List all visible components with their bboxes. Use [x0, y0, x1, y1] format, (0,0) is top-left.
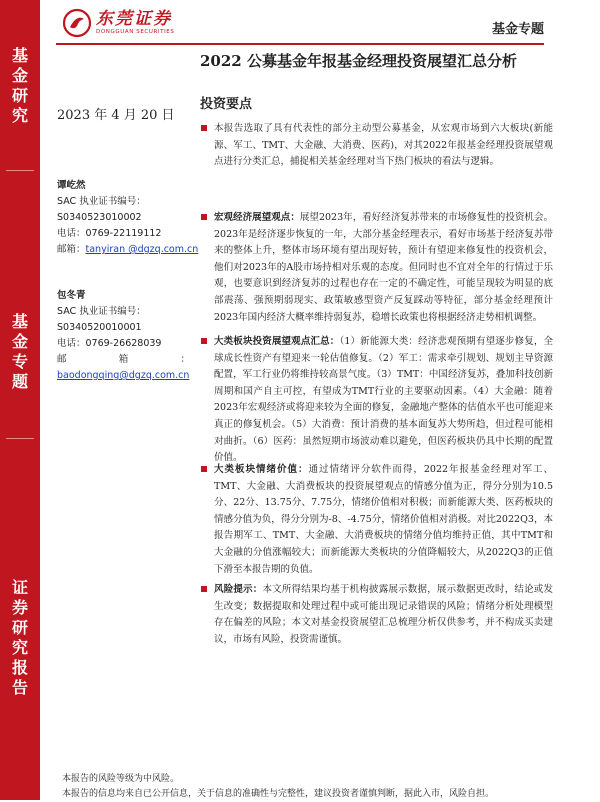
logo-text-cn: 东莞证券 — [96, 9, 172, 29]
risk-warning-paragraph: 风险提示：本文所得结果均基于机构披露展示数据，展示数据更改时，结论或发生改变；数据提取和处理过程中或可能出现记录错误的风险；情绪分析处理模型存在偏差的风险；本文对基金投资展望汇总梳理分析仅供参考，并不构成买卖建议，市场有风险，投资需谨慎。 — [214, 582, 553, 648]
report-date: 2023 年 4 月 20 日 — [57, 108, 175, 123]
bullet-marker — [201, 586, 207, 592]
bullet-marker — [201, 214, 207, 220]
analyst-email-label: 邮箱： — [57, 244, 86, 255]
email-label-char: 邮 — [57, 354, 67, 365]
bullet-marker — [201, 125, 207, 131]
analyst-card — [57, 178, 198, 258]
email-label-char: ： — [180, 354, 190, 365]
side-label-fund-research: 基 金 研 究 — [11, 46, 28, 125]
analyst-email-link[interactable]: baodongqing@dgzq.com.cn — [57, 370, 190, 381]
analyst-phone: 电话：0769-22119112 — [57, 228, 162, 239]
side-label-fund-topic: 基 金 专 题 — [11, 312, 28, 391]
analyst-sac-number: S0340523010002 — [57, 212, 142, 223]
sector-outlook-paragraph: 大类板块投资展望观点汇总：（1）新能源大类：经济悲观预期有望逐步修复，全球成长性资产有望迎来一轮估值修复。（2）军工：需求牵引规划、规划主导资源配置，军工行业仍将维持较高景气度。（3）TMT：中国经济复苏，叠加科技创新周期和国产自主可控，有望成为TMT行业的主要驱动因素。（4）大金融：随着2023年宏观经济或将迎来较为全面的修复，金融地产整体的估值水平也可能迎来真正的修复机会。（5）大消费：预计消费的基本面复苏大势所趋，但过程可能相对曲折。（6）医药：虽然短期市场波动难以避免，但医药板块仍具中长期的配置价值。 — [214, 334, 553, 467]
source-note: 本报告的信息均来自已公开信息，关于信息的准确性与完整性，建议投资者谨慎判断，据此入市，风险自担。 — [62, 789, 495, 799]
footer-disclaimer — [62, 772, 494, 802]
analyst-email-link[interactable]: tanyiran @dgzq.com.cn — [85, 244, 199, 255]
section-heading: 投资要点 — [200, 97, 253, 112]
company-logo — [62, 6, 174, 40]
side-banner — [0, 0, 40, 800]
analyst-sac-label: SAC 执业证书编号： — [57, 196, 146, 207]
side-divider — [6, 170, 34, 171]
side-label-securities-report: 证 券 研 究 报 告 — [11, 578, 28, 697]
analyst-phone: 电话：0769-26628039 — [57, 338, 162, 349]
bullet-marker — [201, 338, 207, 344]
logo-mark-icon — [62, 8, 92, 38]
email-label-char: 箱 — [118, 354, 129, 365]
summary-paragraph: 本报告选取了具有代表性的部分主动型公募基金，从宏观市场到六大板块(新能源、军工、TMT、大金融、大消费、医药)，对其2022年报基金经理投资展望观点进行分类汇总，捕捉相关基金经理对当下热门板块的看法与逻辑。 — [214, 121, 553, 171]
logo-text-en: DONGGUAN SECURITIES — [96, 29, 175, 35]
header-rule — [56, 43, 544, 45]
risk-level-note: 本报告的风险等级为中风险。 — [62, 774, 180, 784]
analyst-sac-label: SAC 执业证书编号： — [57, 306, 146, 317]
analyst-card — [57, 288, 190, 384]
side-divider — [6, 438, 34, 439]
sentiment-value-paragraph: 大类板块情绪价值：通过情绪评分软件而得，2022年报基金经理对军工、TMT、大金融、大消费板块的投资展望观点的情感分值为正，得分分别为10.5分、22分、13.75分、7.75分，情绪价值相对积极；而新能源大类、医药板块的情感分值为负，得分分别为-8、-4.75分，情绪价值相对消极。对比2022Q3，本报告期军工、TMT、大金融、大消费板块的情绪分值均维持正值，其中TMT和大金融的分值涨幅较大；而新能源大类板块的分值降幅较大，从2022Q3的正值下滑至本报告期的负值。 — [214, 462, 553, 578]
analyst-sac-number: S0340520010001 — [57, 322, 142, 333]
report-category: 基金专题 — [491, 22, 544, 37]
analyst-email-row — [57, 242, 198, 258]
analyst-name: 包冬青 — [57, 290, 86, 301]
report-title: 2022 公募基金年报基金经理投资展望汇总分析 — [200, 52, 517, 70]
bullet-marker — [201, 466, 207, 472]
analyst-email-label-row — [57, 352, 190, 368]
macro-outlook-paragraph: 宏观经济展望观点：展望2023年，看好经济复苏带来的市场修复性的投资机会。2023年是经济逐步恢复的一年，大部分基金经理表示，看好市场基于经济复苏带来的整体上升，整体市场环境有望出现好转，预计有望迎来修复性的投资机会，他们对2023年的A股市场持相对乐观的态度。但同时也不宜对全年的行情过于乐观，也要意识到经济复苏的过程也存在一定的不确定性，可能呈现较为明显的底部震荡、强预期弱现实、政策敏感型资产反复踩动等特征，部分基金经理预计2023年国内经济大概率维持弱复苏，稳增长政策也将根据经济走势相机调整。 — [214, 210, 553, 326]
analyst-name: 谭屹然 — [57, 180, 86, 191]
